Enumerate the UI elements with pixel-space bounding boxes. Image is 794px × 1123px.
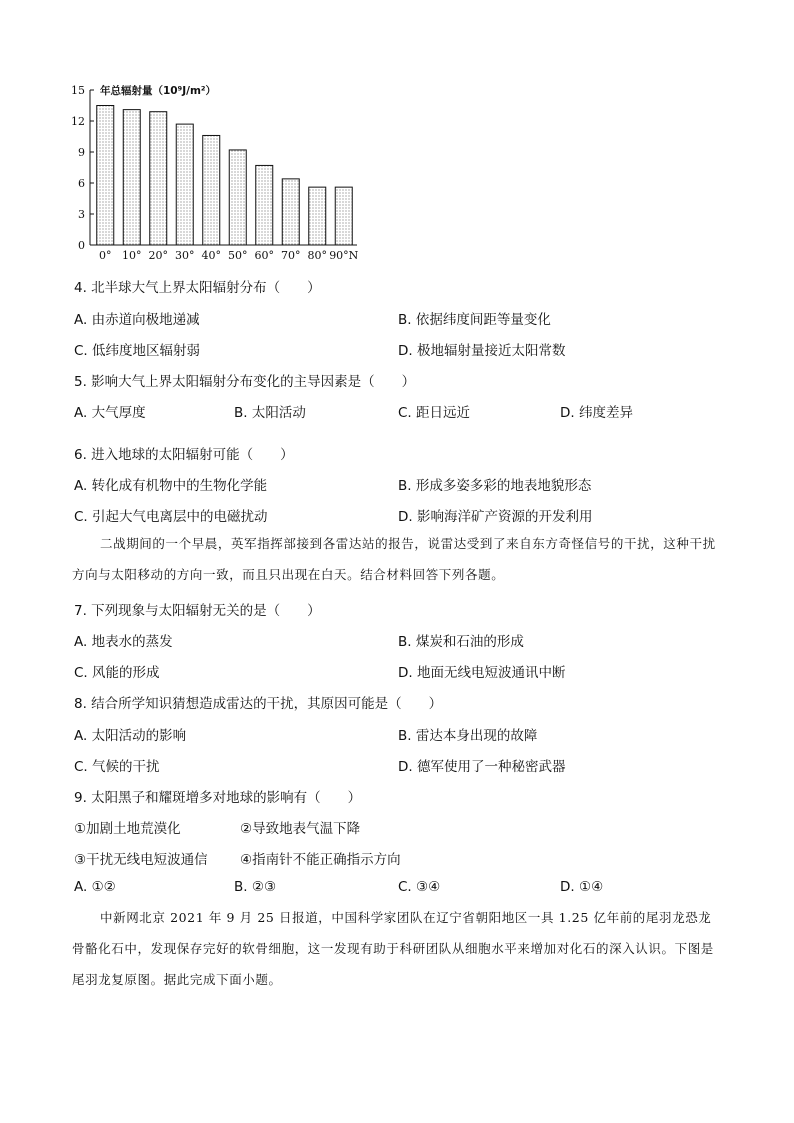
q9-option-a[interactable]: A. ①② bbox=[74, 879, 116, 895]
bar bbox=[176, 124, 193, 245]
q4-option-b[interactable]: B. 依据纬度间距等量变化 bbox=[398, 312, 551, 328]
y-tick-label: 15 bbox=[71, 84, 85, 97]
q4-option-c[interactable]: C. 低纬度地区辐射弱 bbox=[74, 343, 201, 359]
bar bbox=[97, 106, 114, 246]
chart-title: 年总辐射量（10⁹J/m²） bbox=[100, 85, 216, 97]
y-tick-label: 6 bbox=[78, 177, 85, 190]
q6-option-c[interactable]: C. 引起大气电离层中的电磁扰动 bbox=[74, 509, 268, 525]
y-tick-label: 3 bbox=[78, 208, 85, 221]
q9-statement-4: ④指南针不能正确指示方向 bbox=[240, 852, 401, 868]
x-tick-label: 60° bbox=[254, 249, 274, 262]
q4-option-a[interactable]: A. 由赤道向极地递减 bbox=[74, 312, 200, 328]
bar bbox=[256, 165, 273, 245]
q4-stem: 4. 北半球大气上界太阳辐射分布（ ） bbox=[74, 280, 321, 296]
q7-option-b[interactable]: B. 煤炭和石油的形成 bbox=[398, 634, 524, 650]
x-tick-label: 30° bbox=[175, 249, 195, 262]
x-tick-label: 0° bbox=[99, 249, 112, 262]
y-tick-label: 0 bbox=[78, 239, 85, 252]
bar bbox=[309, 187, 326, 245]
bar bbox=[229, 150, 246, 245]
q8-stem: 8. 结合所学知识猜想造成雷达的干扰，其原因可能是（ ） bbox=[74, 696, 443, 712]
bar bbox=[335, 187, 352, 245]
passage-dinosaur: 中新网北京 2021 年 9 月 25 日报道，中国科学家团队在辽宁省朝阳地区一具 1.25 亿年前的尾羽龙恐龙骨骼化石中，发现保存完好的软骨细胞，这一发现有助于科研团队从细胞水平来增加对化石的深入认识。下图是尾羽龙复原图。据此完成下面小题。 bbox=[72, 910, 714, 987]
q5-stem: 5. 影响大气上界太阳辐射分布变化的主导因素是（ ） bbox=[74, 374, 416, 390]
q5-option-b[interactable]: B. 太阳活动 bbox=[234, 405, 306, 421]
q9-statement-3: ③干扰无线电短波通信 bbox=[74, 852, 208, 868]
bar bbox=[123, 110, 140, 245]
q6-option-b[interactable]: B. 形成多姿多彩的地表地貌形态 bbox=[398, 478, 592, 494]
q5-option-a[interactable]: A. 大气厚度 bbox=[74, 405, 146, 421]
q9-statement-2: ②导致地表气温下降 bbox=[240, 821, 361, 837]
q6-option-d[interactable]: D. 影响海洋矿产资源的开发利用 bbox=[398, 509, 593, 525]
q8-option-a[interactable]: A. 太阳活动的影响 bbox=[74, 728, 187, 744]
y-tick-label: 12 bbox=[71, 115, 85, 128]
bar bbox=[203, 135, 220, 245]
bar bbox=[150, 112, 167, 245]
chart-svg bbox=[60, 78, 360, 263]
q9-option-c[interactable]: C. ③④ bbox=[398, 879, 441, 895]
q8-option-d[interactable]: D. 德军使用了一种秘密武器 bbox=[398, 759, 566, 775]
x-tick-label: 80° bbox=[307, 249, 327, 262]
q9-statement-1: ①加剧土地荒漠化 bbox=[74, 821, 181, 837]
q4-option-d[interactable]: D. 极地辐射量接近太阳常数 bbox=[398, 343, 566, 359]
y-tick-label: 9 bbox=[78, 146, 85, 159]
bar bbox=[282, 179, 299, 245]
x-tick-label: 70° bbox=[281, 249, 301, 262]
q5-option-d[interactable]: D. 纬度差异 bbox=[560, 405, 633, 421]
q6-stem: 6. 进入地球的太阳辐射可能（ ） bbox=[74, 447, 294, 463]
x-tick-label: 40° bbox=[201, 249, 221, 262]
q8-option-c[interactable]: C. 气候的干扰 bbox=[74, 759, 160, 775]
x-tick-label: 50° bbox=[228, 249, 248, 262]
q7-option-d[interactable]: D. 地面无线电短波通讯中断 bbox=[398, 665, 566, 681]
x-tick-label: 20° bbox=[148, 249, 168, 262]
radiation-bar-chart bbox=[60, 78, 360, 263]
q8-option-b[interactable]: B. 雷达本身出现的故障 bbox=[398, 728, 538, 744]
q7-option-c[interactable]: C. 风能的形成 bbox=[74, 665, 160, 681]
q9-option-d[interactable]: D. ①④ bbox=[560, 879, 604, 895]
q7-option-a[interactable]: A. 地表水的蒸发 bbox=[74, 634, 173, 650]
x-tick-label: 90°N bbox=[329, 249, 359, 262]
q7-stem: 7. 下列现象与太阳辐射无关的是（ ） bbox=[74, 603, 321, 619]
q6-option-a[interactable]: A. 转化成有机物中的生物化学能 bbox=[74, 478, 268, 494]
q5-option-c[interactable]: C. 距日远近 bbox=[398, 405, 471, 421]
passage-radar: 二战期间的一个早晨，英军指挥部接到各雷达站的报告，说雷达受到了来自东方奇怪信号的干扰，这种干扰方向与太阳移动的方向一致，而且只出现在白天。结合材料回答下列各题。 bbox=[72, 536, 716, 582]
x-tick-label: 10° bbox=[122, 249, 142, 262]
q9-stem: 9. 太阳黑子和耀斑增多对地球的影响有（ ） bbox=[74, 790, 362, 806]
q9-option-b[interactable]: B. ②③ bbox=[234, 879, 277, 895]
